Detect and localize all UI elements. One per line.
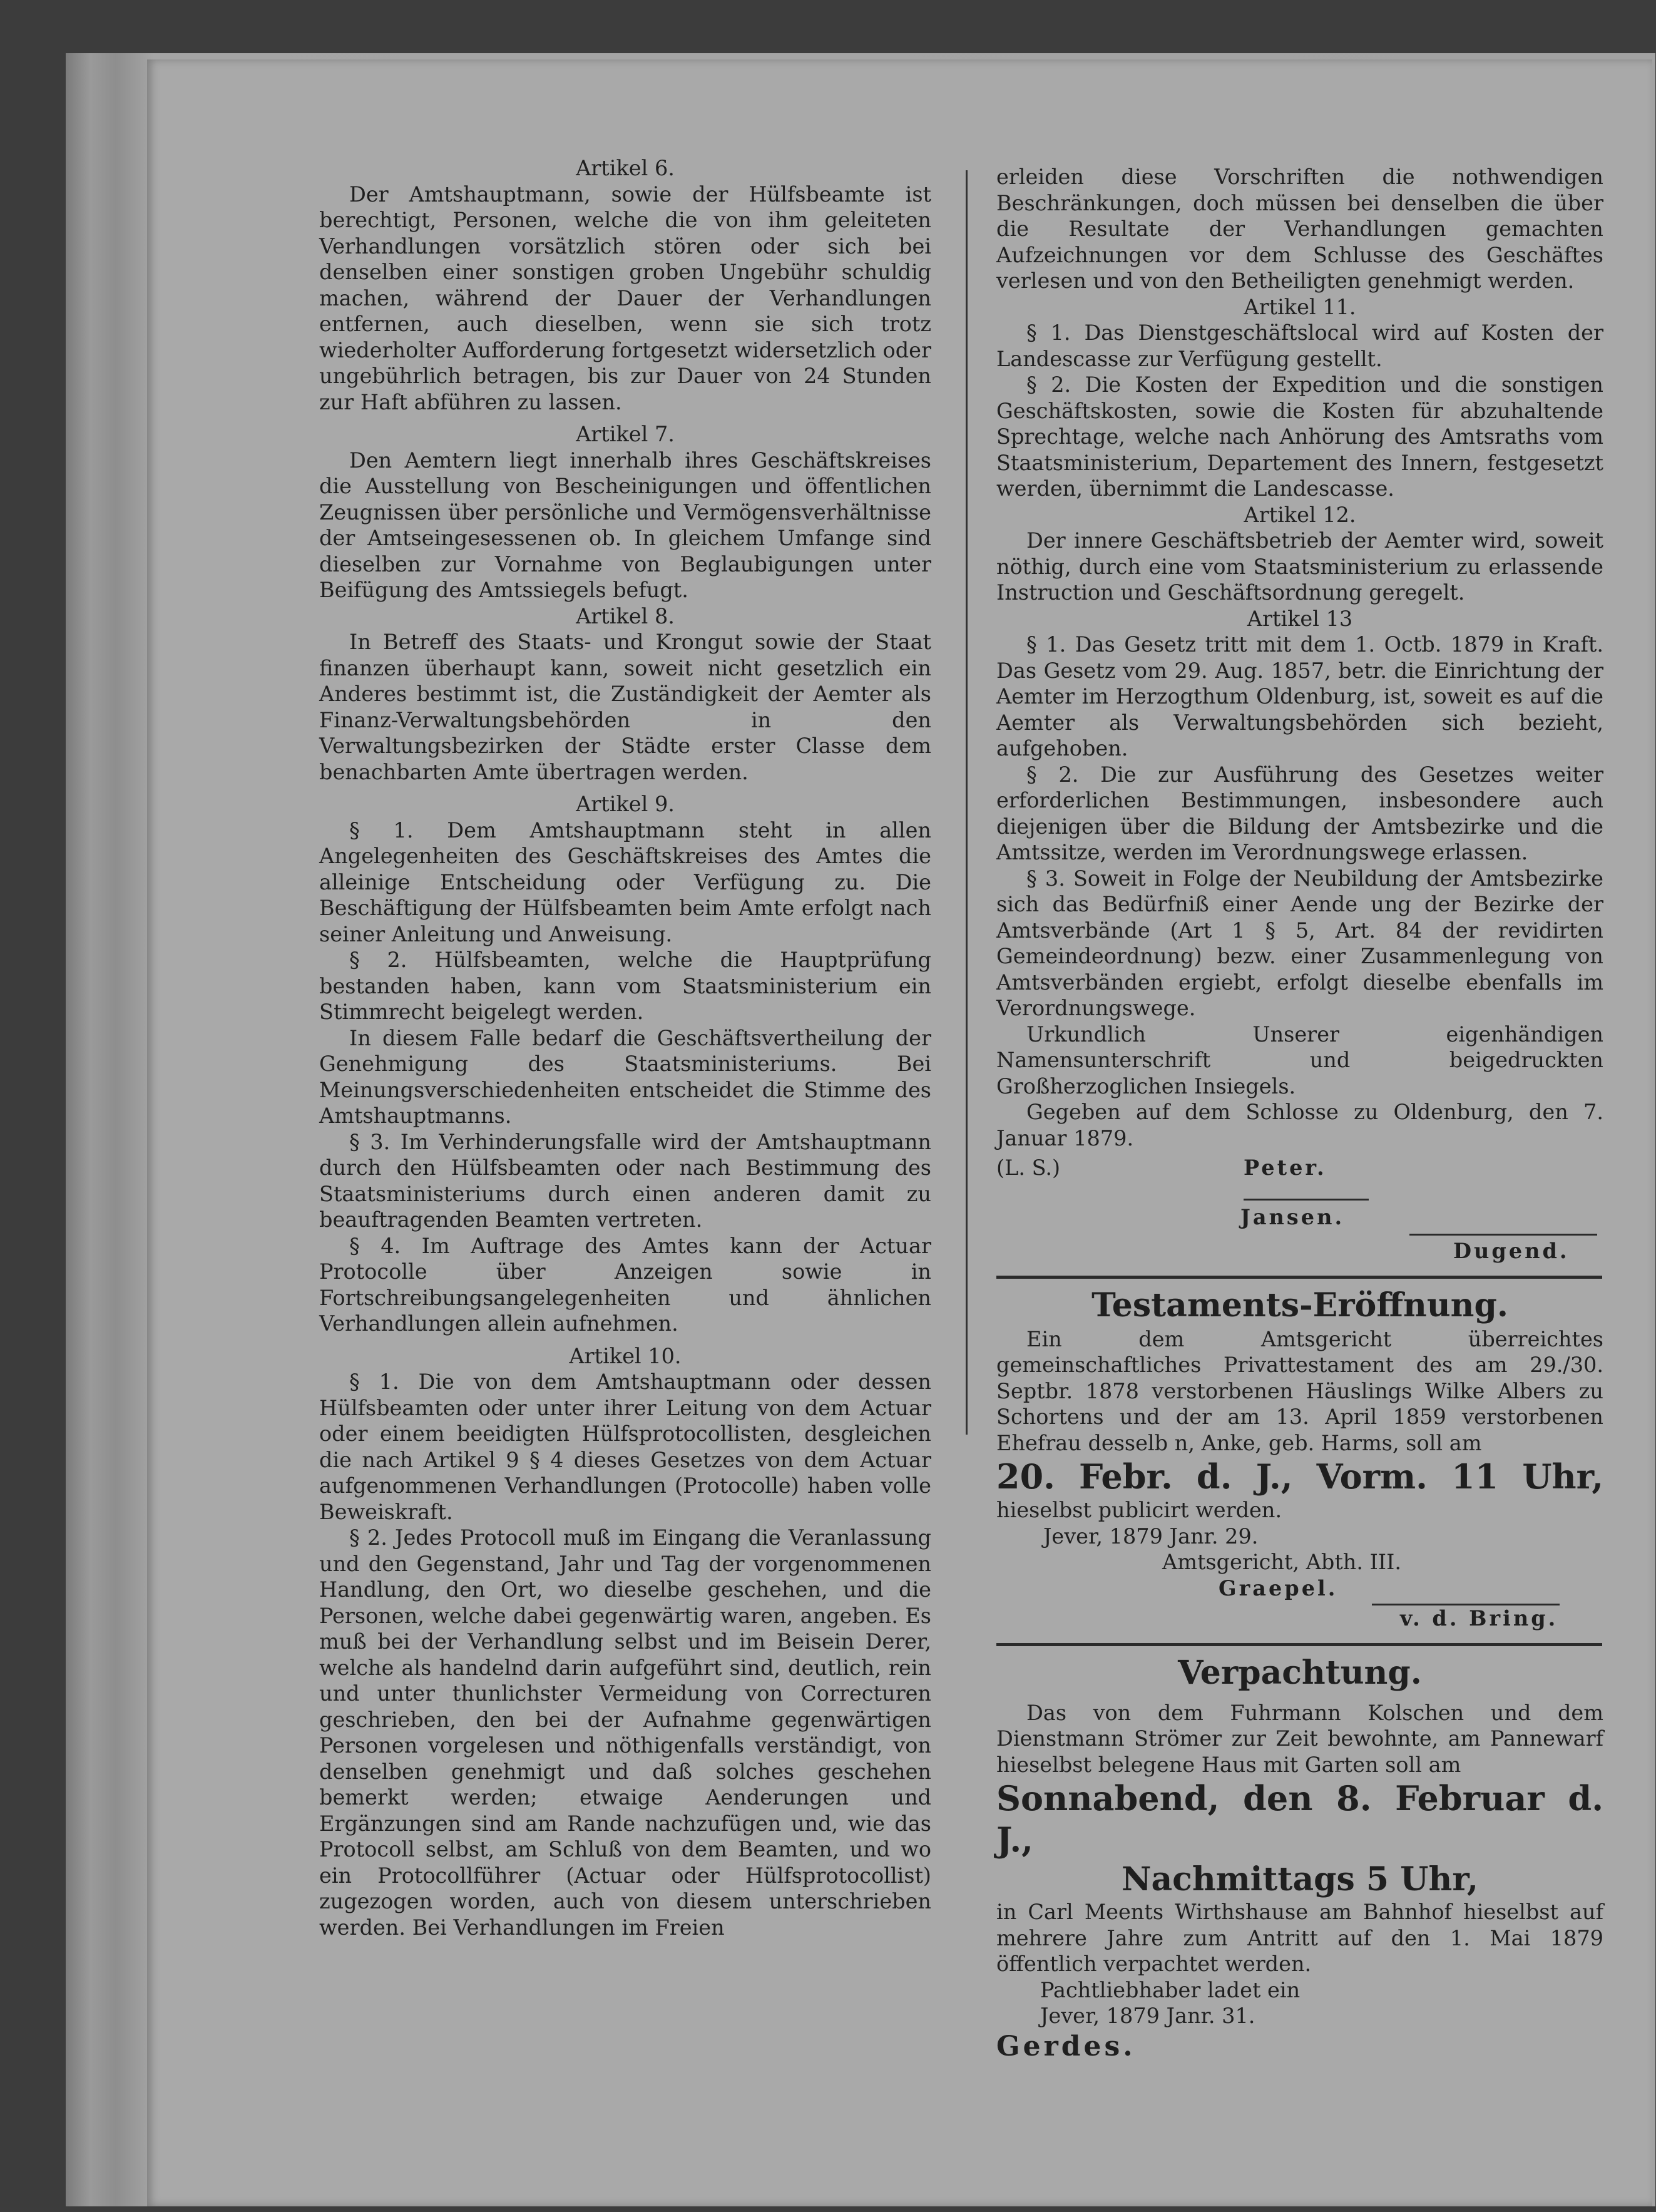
notice-date: Sonnabend, den 8. Februar d. J., <box>996 1778 1603 1860</box>
notice-date: 20. Febr. d. J., Vorm. 11 Uhr, <box>996 1457 1603 1497</box>
article-heading: Artikel 6. <box>576 156 675 180</box>
notice-text: Pachtliebhaber ladet ein <box>1040 1977 1301 2002</box>
article-heading: Artikel 7. <box>576 422 675 446</box>
article-heading: Artikel 12. <box>1244 502 1356 527</box>
notice-title: Testaments-Eröffnung. <box>1091 1286 1508 1324</box>
seal-mark: (L. S.) <box>996 1155 1061 1180</box>
column-divider <box>966 170 968 1435</box>
article-heading: Artikel 13 <box>1247 606 1353 631</box>
notice-text: hieselbst publicirt werden. <box>996 1498 1282 1522</box>
article-paragraph: § 3. Soweit in Folge der Neubildung der Amtsbezirke sich das Bedürfniß einer Aende ung der Bezirke der Amtsverbände (Art 1 § 5, Art. 84 der revidirten Gemeindeordnung) bezw. einer Zusammenlegung von Amtsverbänden ergiebt, erfolgt dieselbe ebenfalls im Verordnungswege. <box>996 866 1603 1020</box>
notice-court: Amtsgericht, Abth. III. <box>1162 1550 1402 1574</box>
closing-paragraph: Gegeben auf dem Schlosse zu Oldenburg, den 7. Januar 1879. <box>996 1100 1603 1150</box>
article-heading: Artikel 9. <box>576 792 675 816</box>
article-paragraph: Der Amtshauptmann, sowie der Hülfsbeamte ist berechtigt, Personen, welche die von ihm geleiteten Verhandlungen vorsätzlich stören oder sich bei denselben einer sonstigen groben Ungebühr schuldig machen, während der Dauer der Verhandlungen entfernen, auch dieselben, wenn sie sich trotz wiederholter Aufforderung fortgesetzt widersetzlich oder ungebührlich betragen, bis zur Dauer von 24 Stunden zur Haft abführen zu lassen. <box>319 182 931 414</box>
article-paragraph: § 3. Im Verhinderungsfalle wird der Amtshauptmann durch den Hülfsbeamten oder nach Bestimmung des Staatsministeriums durch einen anderen damit zu beauftragenden Beamten vertreten. <box>319 1129 931 1232</box>
article-paragraph: § 1. Dem Amtshauptmann steht in allen Angelegenheiten des Geschäftskreises des Amtes die alleinige Entscheidung oder Verfügung zu. Die Beschäftigung der Hülfsbeamten beim Amte erfolgt nach seiner Anleitung und Anweisung. <box>319 817 931 946</box>
signature-rule <box>1409 1234 1597 1236</box>
signature-row <box>996 1238 1603 1264</box>
signature-row <box>996 1155 1603 1181</box>
article-paragraph: In diesem Falle bedarf die Geschäftsvertheilung der Genehmigung des Staatsministeriums. Bei Meinungsverschiedenheiten entscheidet die Stimme des Amtshauptmanns. <box>319 1025 931 1128</box>
article-paragraph: § 4. Im Auftrage des Amtes kann der Actuar Protocolle über Anzeigen sowie in Fortschreibungsangelegenheiten und ähnlichen Verhandlungen allein aufnehmen. <box>319 1233 931 1336</box>
left-column <box>319 155 931 1940</box>
notice-text: in Carl Meents Wirthshause am Bahnhof hieselbst auf mehrere Jahre zum Antritt auf den 1. Mai 1879 öffentlich verpachtet werden. <box>996 1900 1603 1976</box>
article-paragraph: § 2. Jedes Protocoll muß im Eingang die Veranlassung und den Gegenstand, Jahr und Tag der vorgenommenen Handlung, den Ort, wo dieselbe geschehen, und die Personen, welche dabei gegenwärtig waren, angeben. Es muß bei der Verhandlung selbst und im Beisein Derer, welche als handelnd darin aufgeführt sind, deutlich, rein und unter thunlichster Vermeidung von Correcturen geschrieben, den bei der Aufnahme gegenwärtigen Personen vorgelesen und nöthigenfalls verständigt, von denselben genehmigt und daß solches geschehen bemerkt werden; etwaige Aenderungen und Ergänzungen sind am Rande nachzufügen und, wie das Protocoll selbst, am Schluß von dem Beamten, und wo ein Protocollführer (Actuar oder Hülfsprotocollist) zugezogen worden, auch von diesem unterschrieben werden. Bei Verhandlungen im Freien <box>319 1525 931 1940</box>
signature-peter: Peter. <box>1244 1155 1327 1180</box>
notice-testament <box>996 1285 1603 1632</box>
signature-dugend: Dugend. <box>1453 1239 1570 1263</box>
article-paragraph: § 1. Das Dienstgeschäftslocal wird auf Kosten der Landescasse zur Verfügung gestellt. <box>996 320 1603 371</box>
notice-signature: Gerdes. <box>996 2030 1136 2062</box>
notice-title: Verpachtung. <box>1178 1653 1422 1692</box>
notice-time: Nachmittags 5 Uhr, <box>1121 1860 1479 1898</box>
article-heading: Artikel 11. <box>1244 294 1356 319</box>
signature-jansen: Jansen. <box>1240 1204 1345 1229</box>
notice-divider <box>996 1276 1602 1279</box>
notice-divider <box>996 1643 1602 1646</box>
article-heading: Artikel 8. <box>576 603 675 628</box>
signature-rule <box>1244 1199 1369 1201</box>
notice-place-date: Jever, 1879 Janr. 29. <box>1043 1523 1259 1549</box>
signature-row <box>996 1204 1603 1231</box>
notice-text: Ein dem Amtsgericht überreichtes gemeinschaftliches Privattestament des am 29./30. Septbr. 1878 verstorbenen Häuslings Wilke Albers zu Schortens und der am 13. April 1859 verstorbenen Ehefrau desselb n, Anke, geb. Harms, soll am <box>996 1326 1603 1455</box>
article-paragraph: § 1. Das Gesetz tritt mit dem 1. Octb. 1879 in Kraft. Das Gesetz vom 29. Aug. 1857, betr. die Einrichtung der Aemter im Herzogthum Oldenburg, ist, soweit es auf die Aemter als Verwaltungsbehörden sich bezieht, aufgehoben. <box>996 632 1603 760</box>
article-paragraph: § 2. Die Kosten der Expedition und die sonstigen Geschäftskosten, sowie die Kosten für abzuhaltende Sprechtage, welche nach Anhörung des Amtsraths vom Staatsministerium, Departement des Innern, festgesetzt werden, übernimmt die Landescasse. <box>996 372 1603 501</box>
closing-paragraph: Urkundlich Unserer eigenhändigen Namensunterschrift und beigedruckten Großherzoglichen Insiegels. <box>996 1022 1603 1098</box>
notice-place-date: Jever, 1879 Janr. 31. <box>1040 2004 1255 2028</box>
notice-signature: Graepel. <box>1219 1575 1338 1600</box>
article-paragraph: Den Aemtern liegt innerhalb ihres Geschäftskreises die Ausstellung von Bescheinigungen und öffentlichen Zeugnissen über persönliche und Vermögensverhältnisse der Amtseingesessenen ob. In gleichem Umfange sind dieselben zur Vornahme von Beglaubigungen unter Beifügung des Amtssiegels befugt. <box>319 448 931 602</box>
article-paragraph: § 2. Die zur Ausführung des Gesetzes weiter erforderlichen Bestimmungen, insbesondere auch diejenigen über die Bildung der Amtsbezirke und die Amtssitze, werden im Verordnungswege erlassen. <box>996 762 1603 864</box>
article-paragraph: § 1. Die von dem Amtshauptmann oder dessen Hülfsbeamten oder unter ihrer Leitung von dem Actuar oder einem beeidigten Hülfsprotocollisten, desgleichen die nach Artikel 9 § 4 dieses Gesetzes von dem Actuar aufgenommenen Verhandlungen (Protocolle) haben volle Beweiskraft. <box>319 1370 931 1524</box>
notice-signature: v. d. Bring. <box>1400 1606 1558 1631</box>
notice-text: Das von dem Fuhrmann Kolschen und dem Dienstmann Strömer zur Zeit bewohnte, am Pannewarf hieselbst belegene Haus mit Garten soll am <box>996 1700 1603 1777</box>
article-paragraph: Der innere Geschäftsbetrieb der Aemter wird, soweit nöthig, durch eine vom Staatsministerium zu erlassende Instruction und Geschäftsordnung geregelt. <box>996 528 1603 605</box>
right-column <box>996 164 1603 2064</box>
article-paragraph: In Betreff des Staats- und Krongut sowie der Staat finanzen überhaupt kann, soweit nicht gesetzlich ein Anderes bestimmt ist, die Zuständigkeit der Aemter als Finanz-Verwaltungsbehörden in den Verwaltungsbezirken der Städte erster Classe dem benachbarten Amte übertragen werden. <box>319 630 931 784</box>
article-paragraph: § 2. Hülfsbeamten, welche die Hauptprüfung bestanden haben, kann vom Staatsministerium ein Stimmrecht beigelegt werden. <box>319 948 931 1024</box>
notice-verpachtung <box>996 1652 1603 2064</box>
article-paragraph: erleiden diese Vorschriften die nothwendigen Beschränkungen, doch müssen bei denselben die über die Resultate der Verhandlungen gemachten Aufzeichnungen vor dem Schlusse des Geschäftes verlesen und von den Betheiligten genehmigt werden. <box>996 165 1603 293</box>
article-heading: Artikel 10. <box>569 1343 682 1368</box>
